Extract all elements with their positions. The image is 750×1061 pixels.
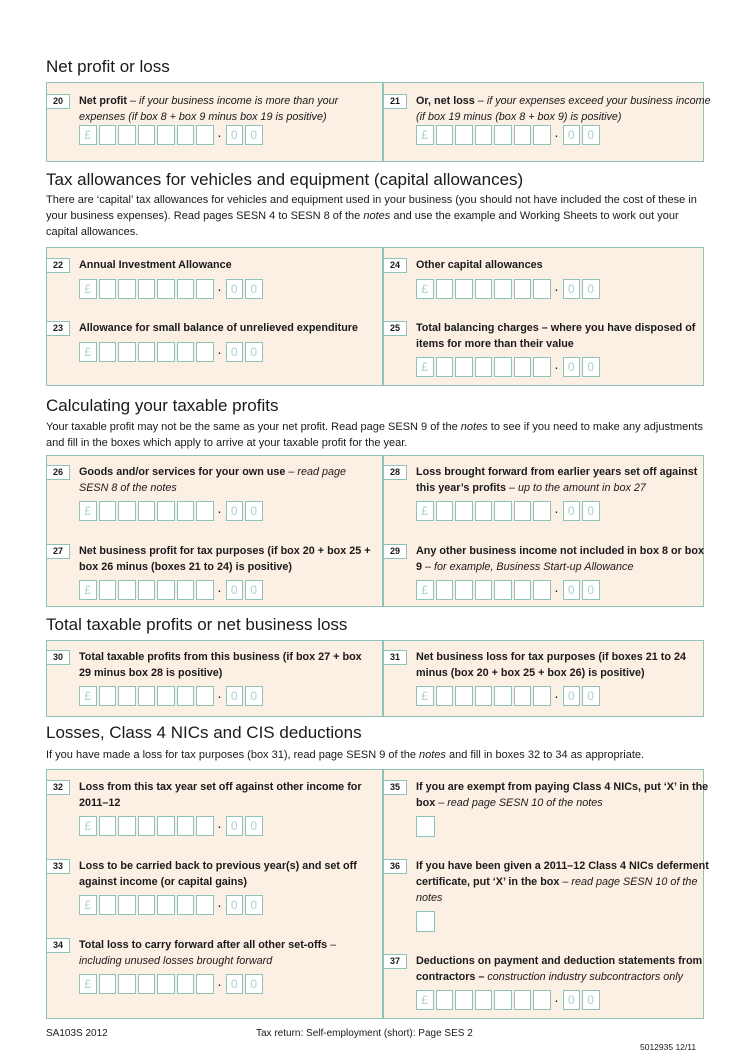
pence-digit-cell[interactable]: 0 — [563, 686, 581, 706]
pounds-digit-cell[interactable] — [533, 357, 551, 377]
box-number: 34 — [46, 938, 70, 953]
page-label: Tax return: Self-employment (short): Page SES 2 — [256, 1028, 473, 1039]
intro-text: If you have made a loss for tax purposes (box 31), read page SESN 9 of the — [46, 749, 419, 761]
section-title-taxable-profits: Calculating your taxable profits — [46, 396, 279, 415]
pounds-digit-cell[interactable] — [196, 125, 214, 145]
intro-text: to see if you need to make any adjustments and fill in the boxes which apply to arrive at your taxable profit for the year. — [46, 421, 703, 449]
box-label-bold: Deductions on payment and deduction statements from contractors – — [416, 955, 703, 983]
amount-entry — [79, 974, 265, 994]
pounds-digit-cell[interactable] — [118, 686, 136, 706]
pounds-digit-cell[interactable] — [196, 895, 214, 915]
pence-digit-cell[interactable]: 0 — [226, 974, 244, 994]
pence-digit-cell[interactable]: 0 — [563, 125, 581, 145]
pounds-digit-cell[interactable] — [514, 686, 532, 706]
pounds-digit-cell[interactable] — [436, 580, 454, 600]
pounds-digit-cell[interactable] — [177, 895, 195, 915]
pounds-digit-cell[interactable] — [455, 357, 473, 377]
currency-cell[interactable]: £ — [79, 974, 97, 994]
pounds-digit-cell[interactable] — [514, 125, 532, 145]
box-number: 35 — [383, 780, 407, 795]
pounds-digit-cell[interactable] — [177, 342, 195, 362]
pounds-digit-cell[interactable] — [157, 816, 175, 836]
pounds-digit-cell[interactable] — [533, 686, 551, 706]
box-label — [79, 937, 374, 969]
pounds-digit-cell[interactable] — [514, 501, 532, 521]
decimal-point: · — [217, 688, 222, 704]
pounds-digit-cell[interactable] — [138, 895, 156, 915]
intro-text: and use the example and Working Sheets to work out your capital allowances. — [46, 210, 679, 238]
pence-digit-cell[interactable]: 0 — [245, 501, 263, 521]
pounds-digit-cell[interactable] — [99, 125, 117, 145]
pounds-digit-cell[interactable] — [138, 279, 156, 299]
pence-digit-cell[interactable]: 0 — [582, 686, 600, 706]
pence-digit-cell[interactable]: 0 — [226, 580, 244, 600]
pounds-digit-cell[interactable] — [177, 974, 195, 994]
amount-entry — [79, 342, 265, 362]
box-label — [416, 858, 711, 906]
pounds-digit-cell[interactable] — [455, 686, 473, 706]
currency-cell[interactable]: £ — [79, 342, 97, 362]
pounds-digit-cell[interactable] — [196, 279, 214, 299]
section-title-capital-allowances: Tax allowances for vehicles and equipment (capital allowances) — [46, 170, 524, 189]
amount-entry — [416, 990, 602, 1010]
box-label — [416, 320, 711, 352]
amount-entry — [79, 686, 265, 706]
pounds-digit-cell[interactable] — [138, 974, 156, 994]
box-label-bold: Net profit — [79, 95, 127, 107]
pence-digit-cell[interactable]: 0 — [226, 279, 244, 299]
decimal-point: · — [217, 127, 222, 143]
pounds-digit-cell[interactable] — [157, 501, 175, 521]
pounds-digit-cell[interactable] — [455, 990, 473, 1010]
pence-digit-cell[interactable]: 0 — [563, 357, 581, 377]
pounds-digit-cell[interactable] — [455, 580, 473, 600]
decimal-point: · — [217, 976, 222, 992]
currency-cell[interactable]: £ — [416, 580, 434, 600]
intro-emphasis: notes — [363, 210, 391, 222]
box-label-bold: If you are exempt from paying Class 4 NICs, put ‘X’ in the box — [416, 781, 709, 809]
amount-entry — [416, 501, 602, 521]
pounds-digit-cell[interactable] — [436, 357, 454, 377]
pounds-digit-cell[interactable] — [196, 686, 214, 706]
box-label-italic: – if your business income is more than your expenses (if box 8 + box 9 minus box 19 is positive) — [79, 95, 339, 123]
amount-entry — [416, 125, 602, 145]
box-number: 21 — [383, 94, 407, 109]
amount-entry — [79, 895, 265, 915]
section-intro-capital-allowances — [46, 192, 706, 240]
pence-digit-cell[interactable]: 0 — [226, 895, 244, 915]
pounds-digit-cell[interactable] — [138, 686, 156, 706]
amount-entry — [79, 279, 265, 299]
decimal-point: · — [554, 359, 559, 375]
decimal-point: · — [554, 688, 559, 704]
pence-digit-cell[interactable]: 0 — [226, 342, 244, 362]
pence-digit-cell[interactable]: 0 — [226, 125, 244, 145]
currency-cell[interactable]: £ — [416, 686, 434, 706]
box-label-bold: Loss from this tax year set off against other income for 2011–12 — [79, 781, 362, 809]
currency-cell[interactable]: £ — [79, 895, 97, 915]
pounds-digit-cell[interactable] — [196, 580, 214, 600]
amount-entry — [79, 580, 265, 600]
pounds-digit-cell[interactable] — [196, 501, 214, 521]
pounds-digit-cell[interactable] — [157, 580, 175, 600]
box-label-bold: If you have been given a 2011–12 Class 4 NICs deferment certificate, put ‘X’ in the box — [416, 860, 709, 888]
amount-entry — [79, 125, 265, 145]
pounds-digit-cell[interactable] — [138, 342, 156, 362]
pence-digit-cell[interactable]: 0 — [582, 990, 600, 1010]
x-checkbox[interactable] — [416, 816, 435, 837]
box-label-italic: – for example, Business Start-up Allowance — [422, 561, 634, 573]
decimal-point: · — [217, 818, 222, 834]
box-label — [416, 93, 711, 125]
pence-digit-cell[interactable]: 0 — [226, 816, 244, 836]
box-label-bold: Loss brought forward from earlier years set off against this year’s profits — [416, 466, 698, 494]
box-number: 29 — [383, 544, 407, 559]
box-label-bold: Net business profit for tax purposes (if box 20 + box 25 + box 26 minus (boxes 21 to 24) is positive) — [79, 545, 371, 573]
pounds-digit-cell[interactable] — [99, 279, 117, 299]
amount-entry — [416, 686, 602, 706]
pounds-digit-cell[interactable] — [177, 816, 195, 836]
section-intro-taxable-profits — [46, 419, 706, 451]
pounds-digit-cell[interactable] — [196, 816, 214, 836]
pounds-digit-cell[interactable] — [475, 580, 493, 600]
box-label — [416, 649, 711, 681]
pounds-digit-cell[interactable] — [436, 501, 454, 521]
pence-digit-cell[interactable]: 0 — [245, 895, 263, 915]
box-number: 22 — [46, 258, 70, 273]
pounds-digit-cell[interactable] — [436, 686, 454, 706]
box-label-italic: – up to the amount in box 27 — [506, 482, 646, 494]
box-label-bold: Loss to be carried back to previous year(s) and set off against income (or capital gains) — [79, 860, 357, 888]
pounds-digit-cell[interactable] — [177, 501, 195, 521]
panel-divider — [382, 769, 384, 1019]
box-label — [416, 543, 711, 575]
box-number: 28 — [383, 465, 407, 480]
form-reference: 5012935 12/11 — [640, 1042, 697, 1052]
pounds-digit-cell[interactable] — [494, 990, 512, 1010]
box-label-bold: Total loss to carry forward after all other set-offs — [79, 939, 328, 951]
box-label-italic: – read page SESN 10 of the notes — [435, 797, 603, 809]
decimal-point: · — [554, 281, 559, 297]
box-label — [79, 464, 374, 496]
amount-entry — [416, 279, 602, 299]
pounds-digit-cell[interactable] — [533, 990, 551, 1010]
pence-digit-cell[interactable]: 0 — [563, 501, 581, 521]
pounds-digit-cell[interactable] — [138, 501, 156, 521]
pence-digit-cell[interactable]: 0 — [563, 279, 581, 299]
intro-text: There are ‘capital’ tax allowances for vehicles and equipment used in your business (you should not have included the cost of these in your business expenses). Read pages SESN 4 to SESN 8 of the — [46, 194, 697, 222]
pounds-digit-cell[interactable] — [99, 974, 117, 994]
pounds-digit-cell[interactable] — [475, 501, 493, 521]
pounds-digit-cell[interactable] — [475, 357, 493, 377]
box-number: 30 — [46, 650, 70, 665]
pounds-digit-cell[interactable] — [118, 580, 136, 600]
intro-emphasis: notes — [460, 421, 488, 433]
currency-cell[interactable]: £ — [416, 501, 434, 521]
pence-digit-cell[interactable]: 0 — [582, 501, 600, 521]
pounds-digit-cell[interactable] — [514, 279, 532, 299]
pounds-digit-cell[interactable] — [138, 125, 156, 145]
box-label — [79, 257, 374, 273]
pounds-digit-cell[interactable] — [157, 895, 175, 915]
pounds-digit-cell[interactable] — [475, 125, 493, 145]
pounds-digit-cell[interactable] — [118, 342, 136, 362]
pounds-digit-cell[interactable] — [475, 990, 493, 1010]
decimal-point: · — [217, 503, 222, 519]
box-number: 37 — [383, 954, 407, 969]
pounds-digit-cell[interactable] — [118, 974, 136, 994]
box-label — [79, 320, 374, 336]
intro-emphasis: notes — [419, 749, 446, 761]
pounds-digit-cell[interactable] — [436, 125, 454, 145]
box-label-bold: Or, net loss — [416, 95, 475, 107]
pounds-digit-cell[interactable] — [99, 342, 117, 362]
pounds-digit-cell[interactable] — [118, 125, 136, 145]
pounds-digit-cell[interactable] — [118, 501, 136, 521]
box-label — [416, 953, 711, 985]
currency-cell[interactable]: £ — [79, 686, 97, 706]
box-label-italic: – read page SESN 8 of the notes — [79, 466, 347, 494]
pounds-digit-cell[interactable] — [514, 990, 532, 1010]
box-label-bold: Total balancing charges – where you have disposed of items for more than their value — [416, 322, 696, 350]
pence-digit-cell[interactable]: 0 — [226, 501, 244, 521]
decimal-point: · — [217, 582, 222, 598]
decimal-point: · — [554, 992, 559, 1008]
pence-digit-cell[interactable]: 0 — [245, 974, 263, 994]
box-label — [79, 779, 374, 811]
pounds-digit-cell[interactable] — [514, 357, 532, 377]
pounds-digit-cell[interactable] — [455, 279, 473, 299]
decimal-point: · — [554, 582, 559, 598]
box-number: 27 — [46, 544, 70, 559]
pounds-digit-cell[interactable] — [455, 501, 473, 521]
intro-text: Your taxable profit may not be the same as your net profit. Read page SESN 9 of the — [46, 421, 461, 433]
box-label — [416, 779, 711, 811]
box-label-bold: Other capital allowances — [416, 259, 543, 271]
box-label-bold: Annual Investment Allowance — [79, 259, 232, 271]
decimal-point: · — [217, 281, 222, 297]
section-intro-losses — [46, 747, 706, 763]
pounds-digit-cell[interactable] — [99, 816, 117, 836]
pence-digit-cell[interactable]: 0 — [245, 279, 263, 299]
pounds-digit-cell[interactable] — [177, 580, 195, 600]
pounds-digit-cell[interactable] — [494, 501, 512, 521]
section-title-total-taxable: Total taxable profits or net business loss — [46, 615, 348, 634]
pounds-digit-cell[interactable] — [533, 501, 551, 521]
currency-cell[interactable]: £ — [79, 580, 97, 600]
pounds-digit-cell[interactable] — [99, 501, 117, 521]
currency-cell[interactable]: £ — [416, 279, 434, 299]
amount-entry — [416, 357, 602, 377]
box-label-bold: Total taxable profits from this business (if box 27 + box 29 minus box 28 is positive) — [79, 651, 362, 679]
pounds-digit-cell[interactable] — [138, 580, 156, 600]
pence-digit-cell[interactable]: 0 — [245, 580, 263, 600]
pence-digit-cell[interactable]: 0 — [582, 357, 600, 377]
pence-digit-cell[interactable]: 0 — [245, 816, 263, 836]
pounds-digit-cell[interactable] — [157, 686, 175, 706]
pence-digit-cell[interactable]: 0 — [582, 580, 600, 600]
pounds-digit-cell[interactable] — [514, 580, 532, 600]
box-number: 33 — [46, 859, 70, 874]
box-number: 20 — [46, 94, 70, 109]
pounds-digit-cell[interactable] — [99, 580, 117, 600]
pounds-digit-cell[interactable] — [436, 990, 454, 1010]
box-number: 26 — [46, 465, 70, 480]
box-number: 24 — [383, 258, 407, 273]
decimal-point: · — [217, 344, 222, 360]
currency-cell[interactable]: £ — [79, 279, 97, 299]
box-label — [79, 858, 374, 890]
amount-entry — [79, 501, 265, 521]
currency-cell[interactable]: £ — [79, 501, 97, 521]
pounds-digit-cell[interactable] — [494, 686, 512, 706]
box-label — [416, 257, 711, 273]
pounds-digit-cell[interactable] — [118, 279, 136, 299]
box-label-bold: Goods and/or services for your own use — [79, 466, 286, 478]
decimal-point: · — [554, 503, 559, 519]
pounds-digit-cell[interactable] — [196, 974, 214, 994]
pounds-digit-cell[interactable] — [157, 125, 175, 145]
pounds-digit-cell[interactable] — [494, 125, 512, 145]
box-number: 25 — [383, 321, 407, 336]
pence-digit-cell[interactable]: 0 — [582, 125, 600, 145]
pence-digit-cell[interactable]: 0 — [245, 125, 263, 145]
form-code: SA103S 2012 — [46, 1028, 108, 1039]
pounds-digit-cell[interactable] — [475, 279, 493, 299]
section-title-losses: Losses, Class 4 NICs and CIS deductions — [46, 723, 362, 742]
pounds-digit-cell[interactable] — [157, 974, 175, 994]
pounds-digit-cell[interactable] — [455, 125, 473, 145]
intro-text: and fill in boxes 32 to 34 as appropriate. — [445, 749, 645, 761]
pounds-digit-cell[interactable] — [99, 686, 117, 706]
pounds-digit-cell[interactable] — [494, 279, 512, 299]
pounds-digit-cell[interactable] — [177, 279, 195, 299]
pence-digit-cell[interactable]: 0 — [563, 580, 581, 600]
pounds-digit-cell[interactable] — [533, 580, 551, 600]
box-number: 32 — [46, 780, 70, 795]
currency-cell[interactable]: £ — [79, 816, 97, 836]
box-label — [79, 93, 374, 125]
pounds-digit-cell[interactable] — [157, 342, 175, 362]
pounds-digit-cell[interactable] — [157, 279, 175, 299]
amount-entry — [79, 816, 265, 836]
pounds-digit-cell[interactable] — [177, 686, 195, 706]
box-label-italic: – including unused losses brought forward — [79, 939, 337, 967]
pence-digit-cell[interactable]: 0 — [226, 686, 244, 706]
currency-cell[interactable]: £ — [79, 125, 97, 145]
pounds-digit-cell[interactable] — [533, 279, 551, 299]
box-label-bold: Any other business income not included in box 8 or box 9 — [416, 545, 704, 573]
currency-cell[interactable]: £ — [416, 990, 434, 1010]
pence-digit-cell[interactable]: 0 — [582, 279, 600, 299]
decimal-point: · — [554, 127, 559, 143]
pence-digit-cell[interactable]: 0 — [245, 686, 263, 706]
currency-cell[interactable]: £ — [416, 357, 434, 377]
decimal-point: · — [217, 897, 222, 913]
pounds-digit-cell[interactable] — [494, 580, 512, 600]
box-label-italic: construction industry subcontractors only — [484, 971, 684, 983]
pence-digit-cell[interactable]: 0 — [563, 990, 581, 1010]
box-label — [79, 649, 374, 681]
pounds-digit-cell[interactable] — [138, 816, 156, 836]
box-number: 36 — [383, 859, 407, 874]
pounds-digit-cell[interactable] — [475, 686, 493, 706]
pounds-digit-cell[interactable] — [436, 279, 454, 299]
pounds-digit-cell[interactable] — [494, 357, 512, 377]
box-number: 23 — [46, 321, 70, 336]
box-label-bold: Allowance for small balance of unrelieved expenditure — [79, 322, 359, 334]
box-number: 31 — [383, 650, 407, 665]
pounds-digit-cell[interactable] — [99, 895, 117, 915]
pence-digit-cell[interactable]: 0 — [245, 342, 263, 362]
box-label-bold: Net business loss for tax purposes (if boxes 21 to 24 minus (box 20 + box 25 + box 26) is positive) — [416, 651, 687, 679]
currency-cell[interactable]: £ — [416, 125, 434, 145]
pounds-digit-cell[interactable] — [196, 342, 214, 362]
pounds-digit-cell[interactable] — [177, 125, 195, 145]
section-title-net-profit: Net profit or loss — [46, 57, 170, 76]
x-checkbox[interactable] — [416, 911, 435, 932]
pounds-digit-cell[interactable] — [118, 895, 136, 915]
pounds-digit-cell[interactable] — [118, 816, 136, 836]
box-label — [79, 543, 374, 575]
pounds-digit-cell[interactable] — [533, 125, 551, 145]
box-label-italic: – read page SESN 10 of the notes — [416, 876, 698, 904]
box-label — [416, 464, 711, 496]
amount-entry — [416, 580, 602, 600]
box-label-italic: – if your expenses exceed your business income (if box 19 minus (box 8 + box 9) is positive) — [416, 95, 711, 123]
